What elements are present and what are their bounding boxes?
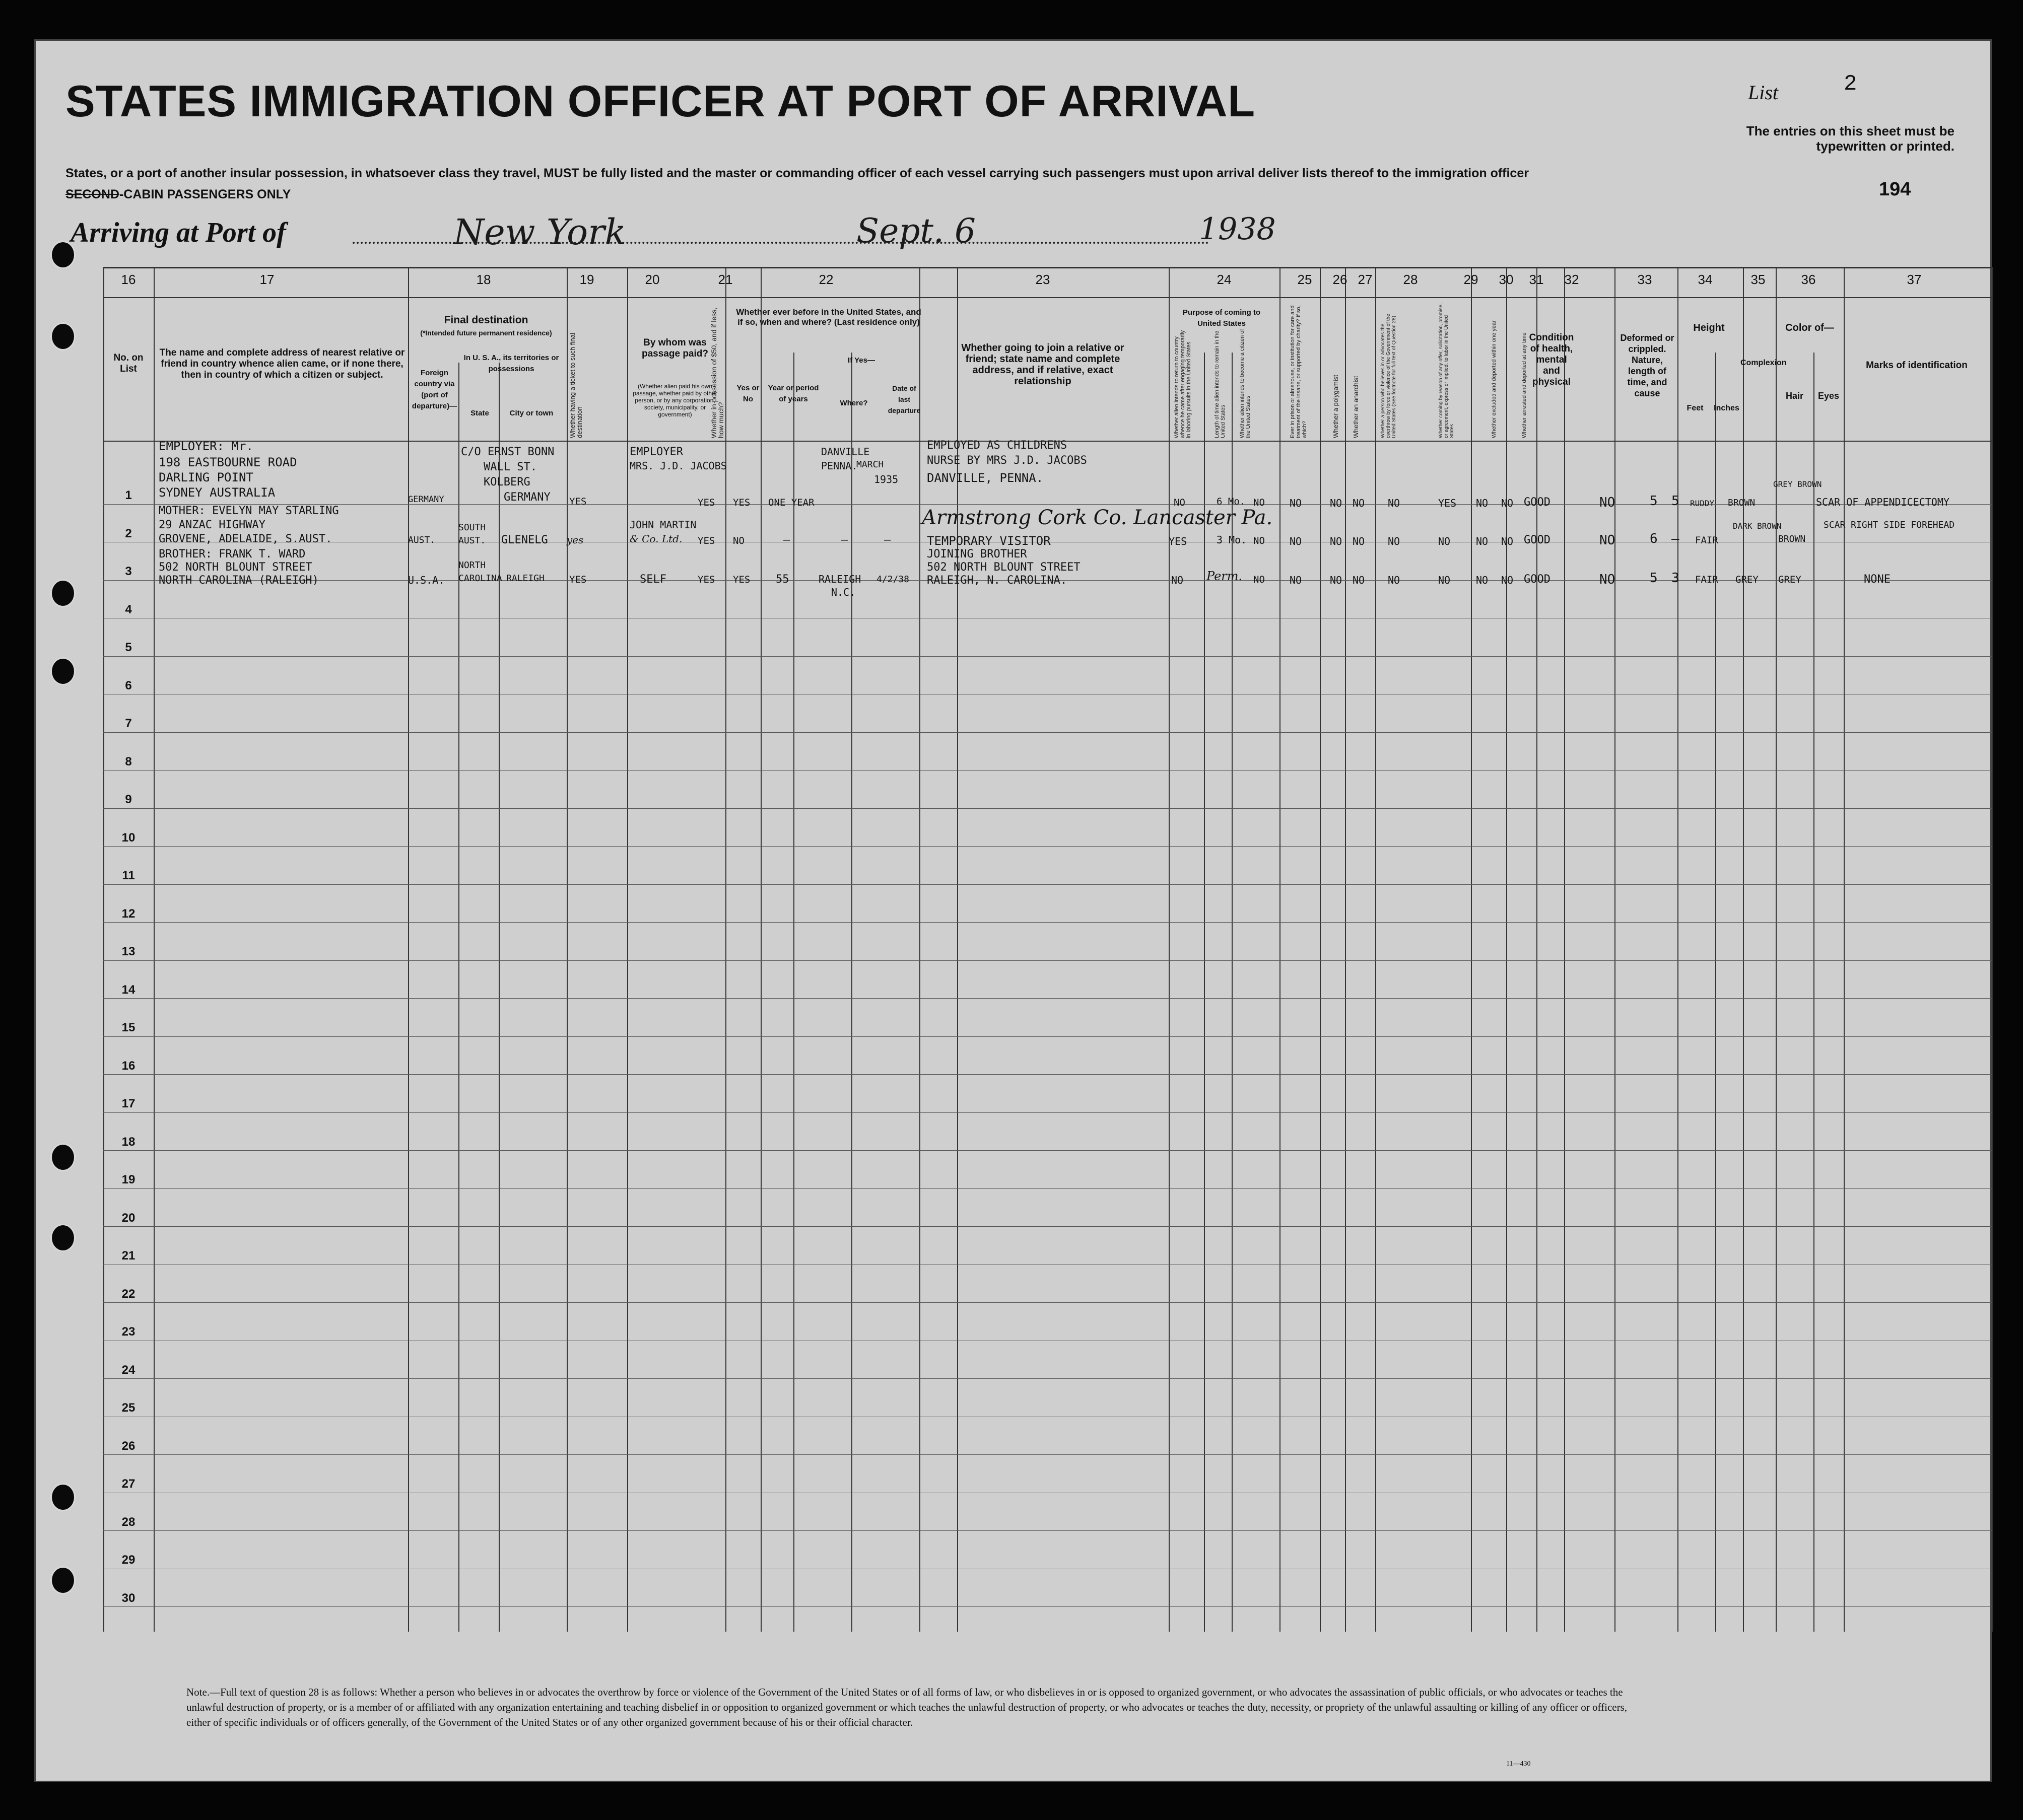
col25-heading: Ever in prison or almshouse, or institution for care and treatment of the insane, or supported by charity? If so, which? [1290,305,1308,438]
arriving-label: Arriving at Port of [71,217,286,248]
row2-inches: — [1671,531,1679,546]
row1-foreign: GERMANY [408,495,444,505]
col36-eyes: Eyes [1817,391,1840,401]
row1-c29: YES [1438,497,1457,509]
row2-health: GOOD [1524,534,1550,546]
row-number: 2 [125,526,132,540]
row1-paid-by: MRS. J.D. JACOBS [630,460,727,472]
col18-sub: (*Intended future permanent residence) [420,329,552,337]
row1-destination: C/O ERNST BONN [461,446,555,458]
col18-foreign: Foreign country via (port of departure)— [412,369,457,410]
row1-joining: DANVILLE, PENNA. [927,471,1044,485]
date-handwritten: Sept. 6 [856,212,976,250]
row-number: 21 [121,1249,136,1263]
row-number: 10 [121,830,136,845]
row3-hair: GREY [1735,574,1759,585]
row2-ticket: yes [567,534,584,546]
colnum-20: 20 [645,272,660,287]
col23-heading: Whether going to join a relative or friend; state name and complete address, and if relative, exact relationship [961,342,1124,387]
row1-hair: BROWN [1728,498,1756,508]
row-number: 27 [121,1477,136,1491]
row3-marks: NONE [1864,573,1891,586]
row-number: 18 [121,1135,136,1149]
col18-state: State [470,409,489,417]
col18-city: City or town [509,409,554,417]
punch-hole [50,1483,76,1511]
colnum-21: 21 [718,272,733,287]
row-number: 5 [125,641,132,654]
row2-paid-by: JOHN MARTIN [630,519,697,531]
col28-heading: Whether a person who believes in or advocates the overthrow by force or violence of the Government of the United States (See footnote for full text of Question 28) [1380,314,1397,438]
col30-heading: Whether excluded and deported within one year [1491,320,1497,438]
colnum-19: 19 [579,272,594,287]
col27-heading: Whether an anarchist [1352,376,1360,438]
row1-length: 6 Mo. [1217,496,1246,507]
row2-relative: MOTHER: EVELYN MAY STARLING [159,505,339,517]
row-number: 1 [125,488,132,502]
row3-c31: NO [1501,574,1514,586]
colnum-33: 33 [1637,272,1652,287]
sheet-number: 194 [1879,179,1911,200]
row-line [103,1150,1992,1151]
row1-relative: 198 EASTBOURNE ROAD [159,455,297,469]
punch-hole [50,322,76,351]
col22-where: Where? [840,399,868,407]
row3-foreign: U.S.A. [408,574,445,586]
row1-citizen: NO [1253,497,1265,508]
row-line [103,998,1992,999]
row3-eyes: GREY [1778,574,1801,585]
row1-c30: NO [1476,497,1489,509]
row2-relative: 29 ANZAC HIGHWAY [159,519,265,531]
row3-where: N.C. [831,586,856,598]
row2-joining: Armstrong Cork Co. Lancaster Pa. [922,506,1273,529]
row-number: 3 [125,565,132,578]
row-number: 14 [121,983,136,997]
row3-departure: 4/2/38 [876,574,910,585]
row2-relative: GROVENE, ADELAIDE, S.AUST. [159,533,332,545]
colnum-32: 32 [1564,272,1579,287]
row2-money: YES [698,535,715,546]
row2-c25: NO [1290,535,1302,547]
row3-c29: NO [1438,574,1451,586]
row1-c28: NO [1388,497,1400,509]
colnum-27: 27 [1358,272,1373,287]
row1-relative: EMPLOYER: Mr. [159,439,253,453]
row-line [103,1606,1992,1607]
row1-feet: 5 [1650,494,1658,509]
cabin-rest: -CABIN PASSENGERS ONLY [119,187,291,201]
row1-joining: NURSE BY MRS J.D. JACOBS [927,454,1087,467]
row3-relative: BROTHER: FRANK T. WARD [159,548,306,561]
row-number: 22 [121,1287,136,1301]
row1-money: YES [698,497,715,508]
row-line [103,1530,1992,1531]
row2-c28: NO [1388,535,1400,547]
row1-marks: SCAR OF APPENDICECTOMY [1816,496,1949,508]
col24-citizen: Whether alien intends to become a citizen of the United States [1239,329,1251,438]
row2-eyes: BROWN [1778,534,1806,544]
col37-heading: Marks of identification [1866,360,1968,371]
punch-hole [50,1566,76,1594]
row1-relative: SYDNEY AUSTRALIA [159,485,276,500]
row2-before: NO [733,535,745,546]
punch-hole [50,1143,76,1171]
row2-c30: NO [1476,535,1489,547]
col20-sub: (Whether alien paid his own passage, whether paid by other person, or by any corporation, society, municipality, or government) [633,383,717,418]
col24-length: Length of time alien intends to remain in the United States [1214,330,1226,438]
row1-inches: 5 [1671,494,1679,509]
row2-complexion: FAIR [1695,535,1718,546]
form-number: 11—430 [1506,1760,1531,1768]
colnum-37: 37 [1907,272,1922,287]
row2-departure: — [884,534,891,546]
row-number: 29 [121,1553,136,1567]
row2-marks: SCAR RIGHT SIDE FOREHEAD [1824,520,1955,530]
row3-money: YES [698,574,715,585]
col18-usa: In U. S. A., its territories or possessions [463,354,559,373]
row3-state: NORTH [458,560,486,571]
col35-heading: Complexion [1740,359,1787,367]
row-number: 23 [121,1325,136,1339]
row3-ticket: YES [569,574,587,585]
row2-length: 3 Mo. [1217,534,1247,546]
row-number: 17 [121,1097,136,1110]
row3-feet: 5 [1650,571,1658,586]
row3-c25: NO [1290,574,1302,586]
row-number: 7 [125,717,132,730]
colnum-34: 34 [1698,272,1713,287]
col22-ifyes: If Yes— [848,356,875,365]
colnum-35: 35 [1750,272,1766,287]
row-line [103,884,1992,885]
row1-c25: NO [1290,497,1302,509]
row3-city: RALEIGH [506,573,545,584]
row1-departure: 1935 [874,473,899,485]
row1-deformed: NO [1599,495,1615,510]
col36-heading: Color of— [1785,322,1834,333]
col34-inches: Inches [1714,404,1739,412]
punch-hole [50,579,76,607]
row-line [103,732,1992,733]
colnum-24: 24 [1217,272,1232,287]
row1-destination: GERMANY [504,491,551,504]
row3-state: CAROLINA [458,573,502,584]
row-line [103,1378,1992,1379]
typewritten-notice: The entries on this sheet must be typewritten or printed. [1746,123,1954,154]
row-number: 15 [121,1021,136,1034]
row-number: 13 [121,945,136,958]
row1-where: PENNA. [821,460,858,472]
row2-joining: TEMPORARY VISITOR [927,534,1051,548]
row-number: 30 [121,1591,136,1605]
row-number: 20 [121,1211,136,1225]
row3-health: GOOD [1524,573,1550,586]
row1-where: DANVILLE [821,446,870,458]
col22-heading: Whether ever before in the United States, and if so, when and where? (Last residence only) [736,307,921,327]
col17-heading: The name and complete address of nearest relative or friend in country whence alien came, or if none there, then in country of which a citizen or subject. [159,347,405,380]
row2-hair: DARK BROWN [1733,521,1782,531]
row-number: 11 [122,869,135,882]
colnum-30: 30 [1499,272,1514,287]
row-number: 4 [125,602,132,616]
row-line [103,770,1992,771]
list-number: 2 [1844,72,1857,97]
col22-yesno: Yes or No [736,384,760,403]
row-number: 8 [125,754,132,768]
row2-c31: NO [1501,535,1514,547]
colnum-28: 28 [1403,272,1418,287]
row2-c26: NO [1330,535,1342,547]
col21-heading: Whether in possession of $50, and if less, how much? [710,307,725,438]
manifest-grid [103,267,1992,1632]
colnum-26: 26 [1332,272,1347,287]
row-line [103,846,1992,847]
row1-before: YES [733,497,751,508]
punch-hole [50,1224,76,1252]
col24-heading: Purpose of coming to United States [1182,308,1261,328]
row1-joining: EMPLOYED AS CHILDRENS [927,439,1067,452]
row-line [103,1302,1992,1303]
colnum-18: 18 [476,272,491,287]
row2-feet: 6 [1650,531,1658,546]
row-line [103,960,1992,961]
row-line [103,922,1992,923]
row3-joining: RALEIGH, N. CAROLINA. [927,574,1067,587]
row1-complexion: RUDDY [1690,499,1715,508]
colnum-25: 25 [1297,272,1312,287]
row3-c30: NO [1476,574,1489,586]
row-line [103,808,1992,809]
row-line [103,1226,1992,1227]
col29-heading: Whether coming by reason of any offer, solicitation, promise, or agreement, express or implied, to labor in the United States [1438,303,1455,438]
row3-c26: NO [1330,574,1342,586]
row2-city: GLENELG [501,534,548,546]
row3-c27: NO [1353,574,1365,586]
row3-length: Perm. [1206,569,1243,583]
row2-period: — [783,534,790,546]
row2-deformed: NO [1599,533,1615,548]
cabin-class [65,187,291,202]
row1-period: ONE YEAR [768,497,815,508]
row1-eyes: GREY BROWN [1773,479,1822,489]
col16-heading: No. on List [113,353,144,374]
row1-c27: NO [1353,497,1365,509]
col19-heading: Whether having a ticket to such final destination [569,333,583,438]
colnum-31: 31 [1529,272,1544,287]
col31-heading: Whether arrested and deported at any time [1521,332,1527,438]
row-number: 9 [125,793,132,806]
row3-before: YES [733,574,751,585]
col32-heading: Condition of health, mental and physical [1529,332,1574,387]
col36-hair: Hair [1785,391,1803,401]
row3-complexion: FAIR [1695,574,1718,585]
row-line [103,1188,1992,1189]
row1-c26: NO [1330,497,1342,509]
row1-c31: NO [1501,497,1514,509]
col26-heading: Whether a polygamist [1332,375,1339,438]
row2-c27: NO [1353,535,1365,547]
row1-ticket: YES [569,496,587,507]
colnum-22: 22 [819,272,834,287]
row2-citizen: NO [1253,535,1265,546]
row-number: 19 [121,1173,136,1186]
row3-relative: NORTH CAROLINA (RALEIGH) [159,574,319,587]
row3-inches: 3 [1671,571,1679,586]
col22-period: Year or period of years [768,384,819,403]
row1-health: GOOD [1524,496,1550,509]
col33-heading: Deformed or crippled. Nature, length of time, and cause [1620,333,1674,398]
port-handwritten: New York [453,212,626,253]
row1-relative: DARLING POINT [159,470,253,484]
row-number: 12 [121,906,136,921]
col22-date: Date of last departure [888,384,921,414]
row2-state: SOUTH [458,522,486,533]
row3-joining: 502 NORTH BLOUNT STREET [927,561,1081,574]
row2-state: AUST. [458,535,486,546]
row1-departure: MARCH [856,459,884,470]
row2-where: — [841,534,848,546]
colnum-16: 16 [121,272,136,287]
row3-paid-by: SELF [640,573,666,586]
page-title: STATES IMMIGRATION OFFICER AT PORT OF ARRIVAL [65,76,1256,126]
punch-hole [50,657,76,685]
row-number: 6 [125,678,132,692]
row3-deformed: NO [1599,572,1615,587]
row-number: 16 [121,1059,136,1073]
row-number: 26 [121,1439,136,1453]
col18-heading: Final destination [444,314,528,326]
row1-destination: KOLBERG [484,476,530,488]
row2-c29: NO [1438,535,1451,547]
row-line [103,656,1992,657]
row-number: 25 [121,1401,136,1415]
row1-return: NO [1174,497,1185,508]
year-handwritten: 1938 [1199,212,1276,247]
row-line [103,1074,1992,1075]
row3-citizen: NO [1253,574,1265,585]
row3-return: NO [1171,574,1184,586]
colnum-36: 36 [1801,272,1816,287]
col34-heading: Height [1693,322,1725,333]
row-line [103,1112,1992,1113]
list-label: List [1748,81,1779,104]
row-line [103,1036,1992,1037]
row2-return: YES [1169,535,1187,547]
row2-foreign: AUST. [408,535,436,545]
row-number: 28 [121,1515,136,1529]
cabin-struck: SECOND [65,187,119,201]
colnum-17: 17 [259,272,275,287]
row3-joining: JOINING BROTHER [927,548,1027,561]
colnum-29: 29 [1463,272,1478,287]
row1-destination: WALL ST. [484,461,537,473]
row3-c28: NO [1388,574,1400,586]
instruction-text: States, or a port of another insular possession, in whatsoever class they travel, MUST be fully listed and the master or commanding officer of each vessel carrying such passengers must upon arrival deliver lists thereof to the immigration officer [65,166,1529,180]
col34-feet: Feet [1687,404,1704,412]
row-number: 24 [121,1363,136,1377]
row3-period: 55 [776,573,789,586]
row1-paid-by: EMPLOYER [630,446,683,458]
colnum-23: 23 [1035,272,1050,287]
row3-relative: 502 NORTH BLOUNT STREET [159,561,312,574]
row3-where: RALEIGH [819,573,861,585]
row2-paid-by: & Co. Ltd. [630,533,683,545]
footnote-question-28: Note.—Full text of question 28 is as follows: Whether a person who believes in or advocates the overthrow by force or violence of the Government of the United States or of all forms of law, or who disbelieves in or is opposed to organized government, or who advocates the assassination of public officials, or who advocates or teaches the unlawful destruction of property, or is a member of or affiliated with any organization entertaining and teaching disbelief in or opposition to organized government or which teaches the unlawful destruction of property, or who advocates or teaches the duty, necessity, or propriety of the unlawful assaulting or killing of any officer or officers, either of specific individuals or of officers generally, of the Government of the United States or of any other organized government because of his or their official character. [186,1686,1628,1728]
col24-return: Whether alien intends to return to country whence he came after engaging temporarily in laboring pursuits in the United States [1174,330,1192,438]
col20-heading: By whom was passage paid? [642,337,708,359]
row-line [103,1454,1992,1455]
